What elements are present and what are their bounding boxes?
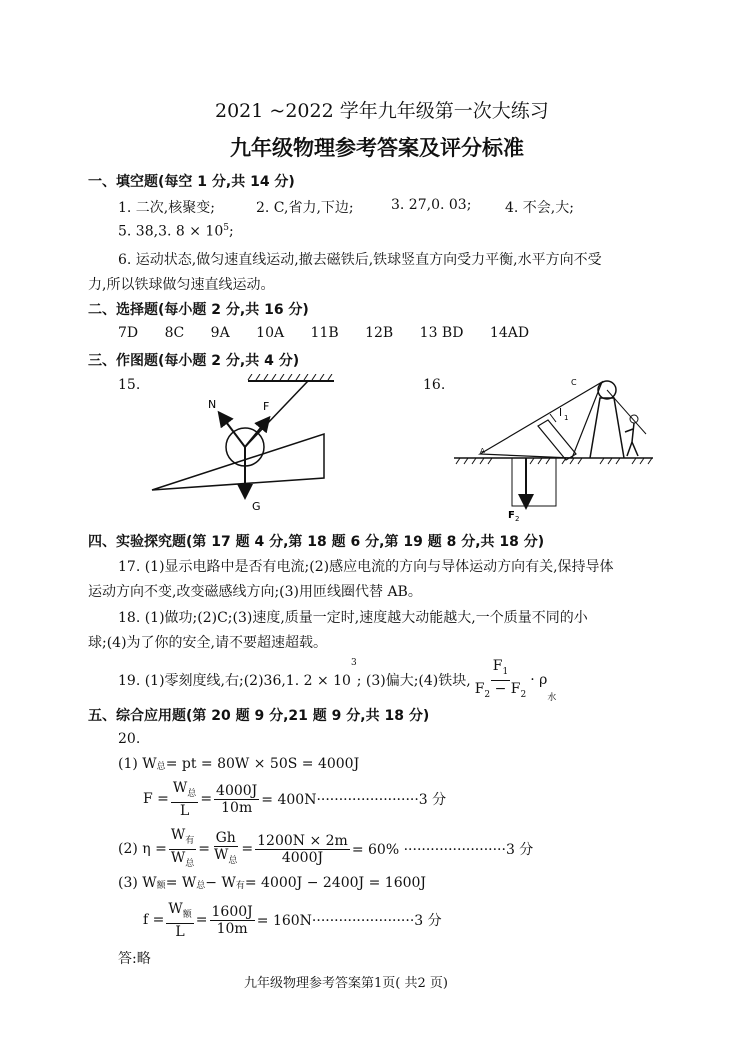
answer-q18-line1: 18. (1)做功;(2)C;(3)速度,质量一定时,速度越大动能越大,一个质量不同的小 [118,610,588,626]
fig16-l-subscript: 1 [564,414,569,422]
q19-fraction: $\frac{F_1}{F_2 - F_2}$ [474,658,527,700]
answer-q1: 1. 二次,核聚变; [118,200,215,216]
section-4-heading: 四、实验探究题(第 17 题 4 分,第 18 题 6 分,第 19 题 8 分,共 18 分) [88,534,545,550]
q20-part1: (1) W 总 = pt = 80W × 50S = 4000J [118,756,360,772]
answer-q4: 4. 不会,大; [505,200,574,216]
figure-16-diagram [450,374,655,522]
fig15-f-label: F [263,400,270,413]
choice-answer: 14AD [489,325,530,341]
section-1-heading: 一、填空题(每空 1 分,共 14 分) [88,174,295,190]
fig15-g-label: G [252,500,261,513]
q20-label: 20. [118,731,141,747]
answer-q2: 2. C,省力,下边; [256,200,354,216]
answer-q19: 19. (1)零刻度线,右;(2)36,1. 2 × 10 3 ; (3)偏大;(4)铁块, $\frac{F_1}{F_2 - F_2}$ · ρ 水 [118,658,557,703]
choice-answer: 11B [310,325,339,341]
exam-title: 2021 ~2022 学年九年级第一次大练习 [215,100,549,122]
answer-q3: 3. 27,0. 03; [391,197,472,213]
q20-friction-formula: f = $\frac{W_额}{L}$ = $\frac{1600J}{10m}$ = 160N·······················3 分 [143,901,442,940]
section-5-heading: 五、综合应用题(第 20 题 9 分,21 题 9 分,共 18 分) [88,708,430,724]
answer-q6-line1: 6. 运动状态,做匀速直线运动,撤去磁铁后,铁球竖直方向受力平衡,水平方向不受 [118,252,602,268]
answer-q6-line2: 力,所以铁球做匀速直线运动。 [88,277,275,293]
answer-q18-line2: 球;(4)为了你的安全,请不要超速超载。 [88,635,327,651]
fig16-a-label: A [480,447,485,455]
q20-answer: 答:略 [118,951,151,967]
q16-label: 16. [423,377,446,393]
fig15-n-label: N [208,398,217,411]
answer-q17-line2: 运动方向不变,改变磁感线方向;(3)用匝线圈代替 AB。 [88,584,422,600]
fig16-f-label: F [508,510,515,521]
fig16-l-label: l [559,406,563,419]
choice-answer: 8C [164,325,185,341]
answer-q17-line1: 17. (1)显示电路中是否有电流;(2)感应电流的方向与导体运动方向有关,保持导体 [118,559,614,575]
choice-answer: 9A [210,325,230,341]
q15-label: 15. [118,377,141,393]
section-3-heading: 三、作图题(每小题 2 分,共 4 分) [88,353,300,369]
answer-key-title: 九年级物理参考答案及评分标准 [230,135,524,160]
figure-15-diagram [148,374,338,514]
choice-answer: 10A [256,325,285,341]
q20-force-formula: F = $\frac{W_总}{L}$ = $\frac{4000J}{10m}$ = 400N·······················3 分 [143,780,447,819]
choice-answers [118,325,551,341]
q20-part3: (3) W 额 = W 总 − W 有 = 4000J − 2400J = 1600J [118,875,427,891]
choice-answer: 7D [118,325,139,341]
answer-q5: 5. 38,3. $8 \times 10^5$; [118,223,234,240]
page-footer: 九年级物理参考答案第1页( 共2 页) [244,976,448,991]
section-2-heading: 二、选择题(每小题 2 分,共 16 分) [88,302,309,318]
choice-answer: 12B [365,325,394,341]
fig16-f-subscript: 2 [515,515,520,522]
choice-answer: 13 BD [419,325,464,341]
q20-part2: (2) η = $\frac{W_有}{W_总}$ = $\frac{Gh}{W_总}$ = $\frac{1200N \times 2m}{4000J}$ = 60% ·······················3 分 [118,827,534,869]
fig16-c-label: C [571,378,577,387]
